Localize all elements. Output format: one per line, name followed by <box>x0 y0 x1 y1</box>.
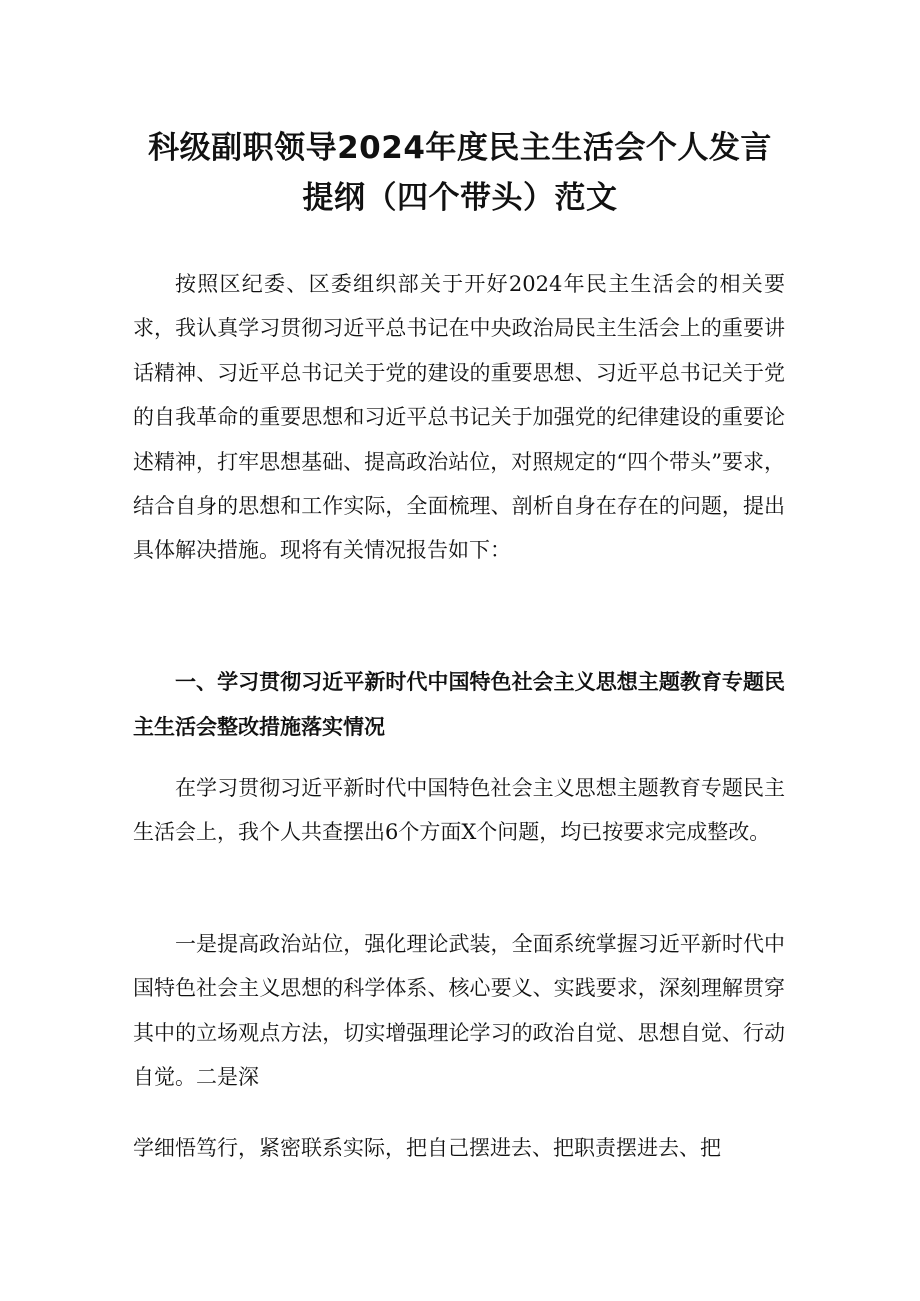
section-1-paragraph-1: 在学习贯彻习近平新时代中国特色社会主义思想主题教育专题民主生活会上，我个人共查摆出6个方面X个问题，均已按要求完成整改。 <box>133 776 785 845</box>
document-title-line-2: 提纲（四个带头）范文 <box>302 180 618 216</box>
section-1-heading: 一、学习贯彻习近平新时代中国特色社会主义思想主题教育专题民主生活会整改措施落实情况 <box>133 670 785 739</box>
section-1-paragraph-3: 学细悟笃行，紧密联系实际，把自己摆进去、把职责摆进去、把 <box>133 1136 721 1160</box>
section-1-paragraph-2: 一是提高政治站位，强化理论武装，全面系统掌握习近平新时代中国特色社会主义思想的科学体系、核心要义、实践要求，深刻理解贯穿其中的立场观点方法，切实增强理论学习的政治自觉、思想自觉、行动自觉。二是深 <box>133 932 785 1090</box>
intro-paragraph: 按照区纪委、区委组织部关于开好2024年民主生活会的相关要求，我认真学习贯彻习近平总书记在中央政治局民主生活会上的重要讲话精神、习近平总书记关于党的建设的重要思想、习近平总书记关于党的自我革命的重要思想和习近平总书记关于加强党的纪律建设的重要论述精神，打牢思想基础、提高政治站位，对照规定的“四个带头”要求，结合自身的思想和工作实际，全面梳理、剖析自身在存在的问题，提出具体解决措施。现将有关情况报告如下： <box>133 272 785 563</box>
document-title-line-1: 科级副职领导2024年度民主生活会个人发言 <box>148 130 772 166</box>
